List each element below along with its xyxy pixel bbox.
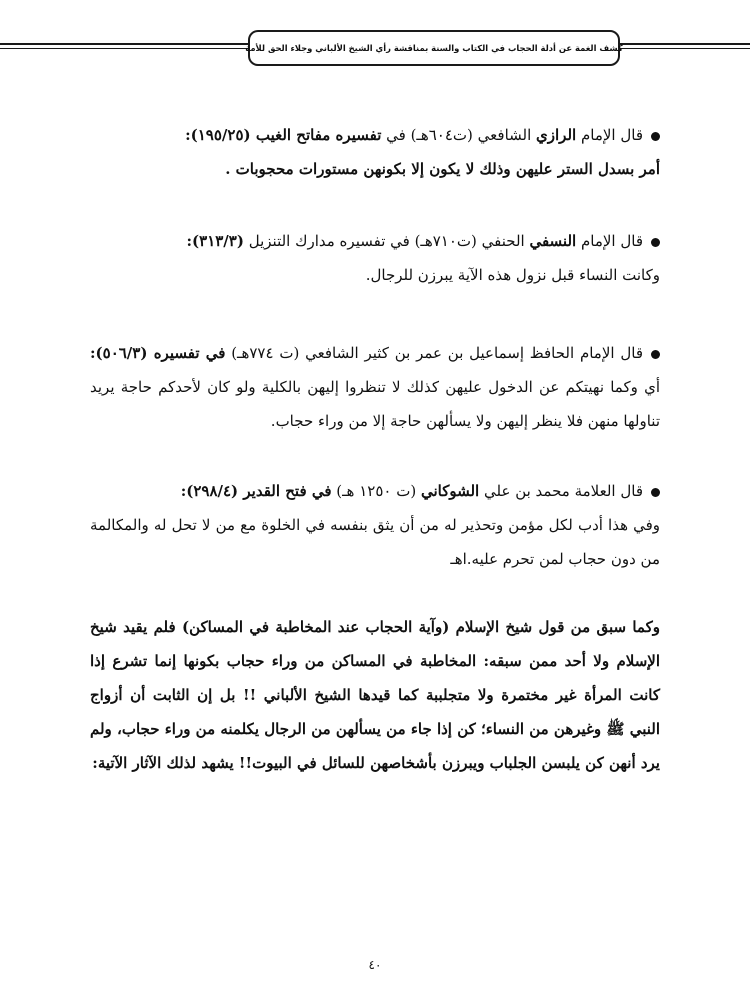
paragraph-nasafi [90, 224, 660, 292]
paragraph-lead: قال الإمام [576, 126, 643, 144]
quoted-text: أي وكما نهيتكم عن الدخول عليهن كذلك لا تنظروا إليهن بالكلية ولو كان لأحدكم حاجة يريد تناولها منهن فلا ينظر إليهن ولا يسألهن حاجة إلا من وراء حجاب. [90, 378, 660, 430]
source-reference: تفسيره مفاتح الغيب (١٩٥/٢٥): [185, 126, 382, 144]
paragraph-lead: قال العلامة محمد بن علي [479, 482, 643, 500]
bullet-icon [651, 488, 660, 497]
quoted-text: أمر بسدل الستر عليهن وذلك لا يكون إلا بكونهن مستورات محجوبات . [225, 160, 660, 178]
commentary-conclusion: يشهد لذلك الآثار الآتية: [92, 754, 234, 772]
scholar-name: الشوكاني [420, 482, 480, 500]
paragraph-text: الحنفي (ت٧١٠هـ) في تفسيره مدارك التنزيل [243, 232, 530, 250]
source-reference: (٣١٣/٣): [186, 232, 244, 250]
bullet-icon [651, 132, 660, 141]
quoted-text: وكانت النساء قبل نزول هذه الآية يبرزن للرجال. [365, 266, 660, 284]
quoted-text: وفي هذا أدب لكل مؤمن وتحذير له من أن يثق بنفسه في الخلوة مع من لا تحل له والمكالمة من دون حجاب لمن تحرم عليه.اهـ [90, 516, 660, 568]
running-header [245, 30, 623, 66]
scholar-name: النسفي [529, 232, 577, 250]
paragraph-lead: قال الإمام الحافظ إسماعيل بن عمر بن كثير الشافعي (ت ٧٧٤هـ) [225, 344, 643, 362]
running-header-title: كشف الغمة عن أدلة الحجاب في الكتاب والسنة بمناقشة رأي الشيخ الألباني وجلاء الحق للأمة [245, 43, 623, 53]
bullet-icon [651, 238, 660, 247]
paragraph-shawkani [90, 474, 660, 576]
paragraph-text: الشافعي (ت٦٠٤هـ) في [381, 126, 537, 144]
scholar-name: الرازي [536, 126, 577, 144]
commentary-text: وكما سبق من قول شيخ الإسلام (وآية الحجاب عند المخاطبة في المساكن) فلم يقيد شيخ الإسلام ولا أحد ممن سبقه: المخاطبة في المساكن من وراء حجاب بكونها إنما تشرع إذا كانت المرأة غير مختمرة ولا متجلببة كما قيدها الشيخ الألباني !! بل إن الثابت أن أزواج النبي ﷺ وغيرهن من النساء؛ كن إذا جاء من يسألهن من الرجال يكلمنه من وراء حجاب، ولم يرد أنهن كن يلبسن الجلباب ويبرزن بأشخاصهن للسائل في البيوت!! [90, 618, 660, 772]
source-reference: في فتح القدير (٢٩٨/٤): [180, 482, 332, 500]
paragraph-commentary [90, 610, 660, 780]
page-number: ٤٠ [368, 958, 382, 972]
page-body [90, 118, 660, 780]
paragraph-text: (ت ١٢٥٠ هـ) [331, 482, 421, 500]
bullet-icon [651, 350, 660, 359]
source-reference: في تفسيره (٥٠٦/٣): [90, 344, 226, 362]
paragraph-lead: قال الإمام [576, 232, 643, 250]
paragraph-razi [90, 118, 660, 186]
paragraph-ibn-kathir [90, 336, 660, 438]
